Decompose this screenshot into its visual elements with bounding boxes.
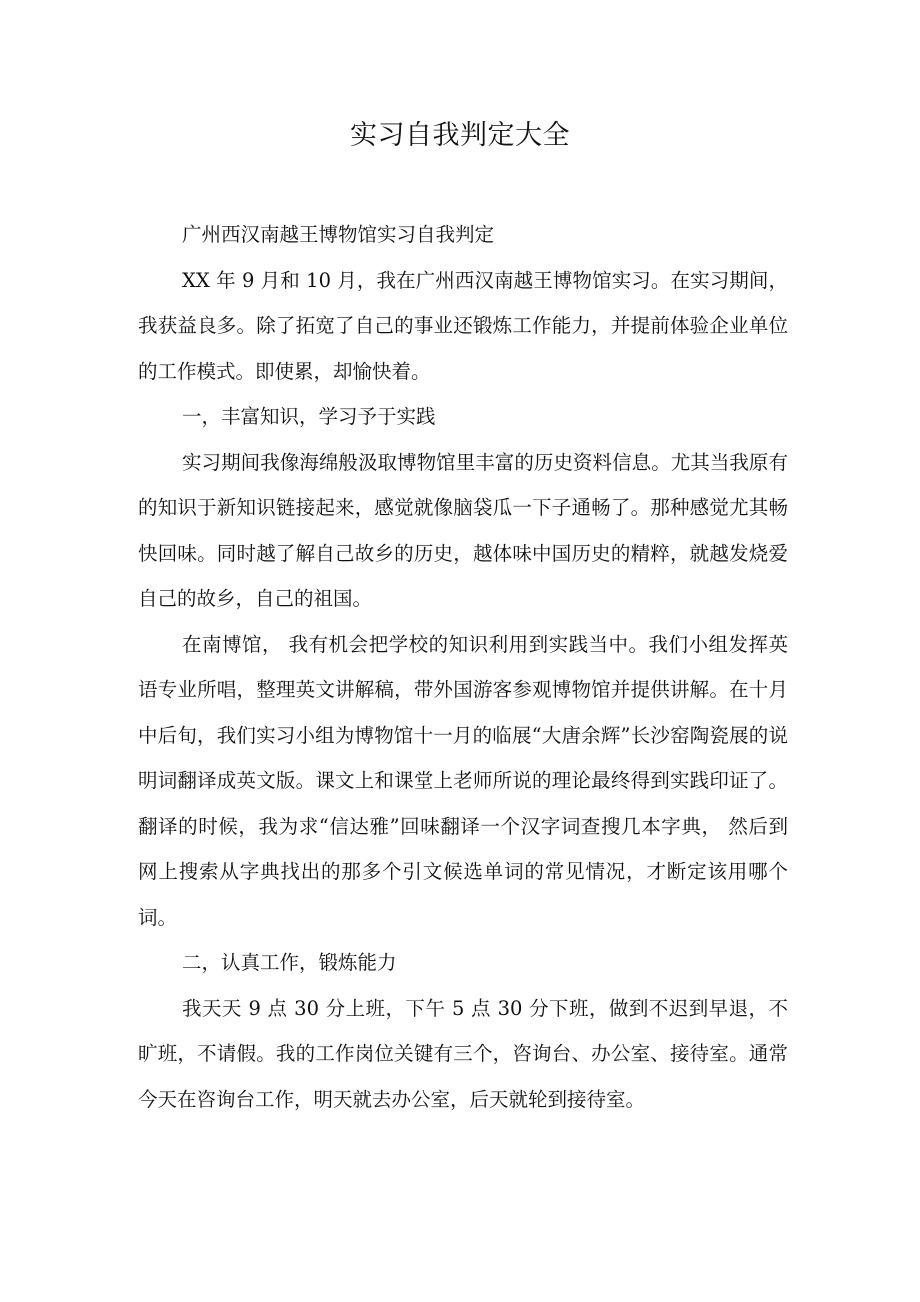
knowledge-paragraph: 实习期间我像海绵般汲取博物馆里丰富的历史资料信息。尤其当我原有的知识于新知识链接起来，感觉就像脑袋瓜一下子通畅了。那种感觉尤其畅快回味。同时越了解自己故乡的历史，越体味中国历史的精粹，就越发烧爱自己的故乡，自己的祖国。 bbox=[138, 450, 788, 610]
intro-paragraph: XX 年 9 月和 10 月，我在广州西汉南越王博物馆实习。在实习期间，我获益良多。除了拓宽了自己的事业还锻炼工作能力，并提前体验企业单位的工作模式。即使累，却愉快着。 bbox=[138, 268, 788, 383]
subtitle-paragraph: 广州西汉南越王博物馆实习自我判定 bbox=[182, 223, 495, 246]
work-paragraph: 我天天 9 点 30 分上班，下午 5 点 30 分下班，做到不迟到早退，不旷班，不请假。我的工作岗位关键有三个，咨询台、办公室、接待室。通常今天在咨询台工作，明天就去办公室，后天就轮到接待室。 bbox=[138, 996, 788, 1111]
practice-paragraph: 在南博馆， 我有机会把学校的知识利用到实践当中。我们小组发挥英语专业所唱，整理英文讲解稿，带外国游客参观博物馆并提供讲解。在十月中后旬，我们实习小组为博物馆十一月的临展“大唐余辉”长沙窑陶瓷展的说明词翻译成英文版。课文上和课堂上老师所说的理论最终得到实践印证了。翻译的时候，我为求“信达雅”回味翻译一个汉字词查搜几本字典， 然后到网上搜索从字典找出的那多个引文候选单词的常见情况，才断定该用哪个词。 bbox=[138, 632, 788, 929]
document-title: 实习自我判定大全 bbox=[350, 120, 570, 151]
document-body bbox=[138, 212, 788, 1122]
section-heading-2: 二，认真工作，锻炼能力 bbox=[182, 951, 397, 974]
section-heading-1: 一，丰富知识，学习予于实践 bbox=[182, 405, 436, 428]
